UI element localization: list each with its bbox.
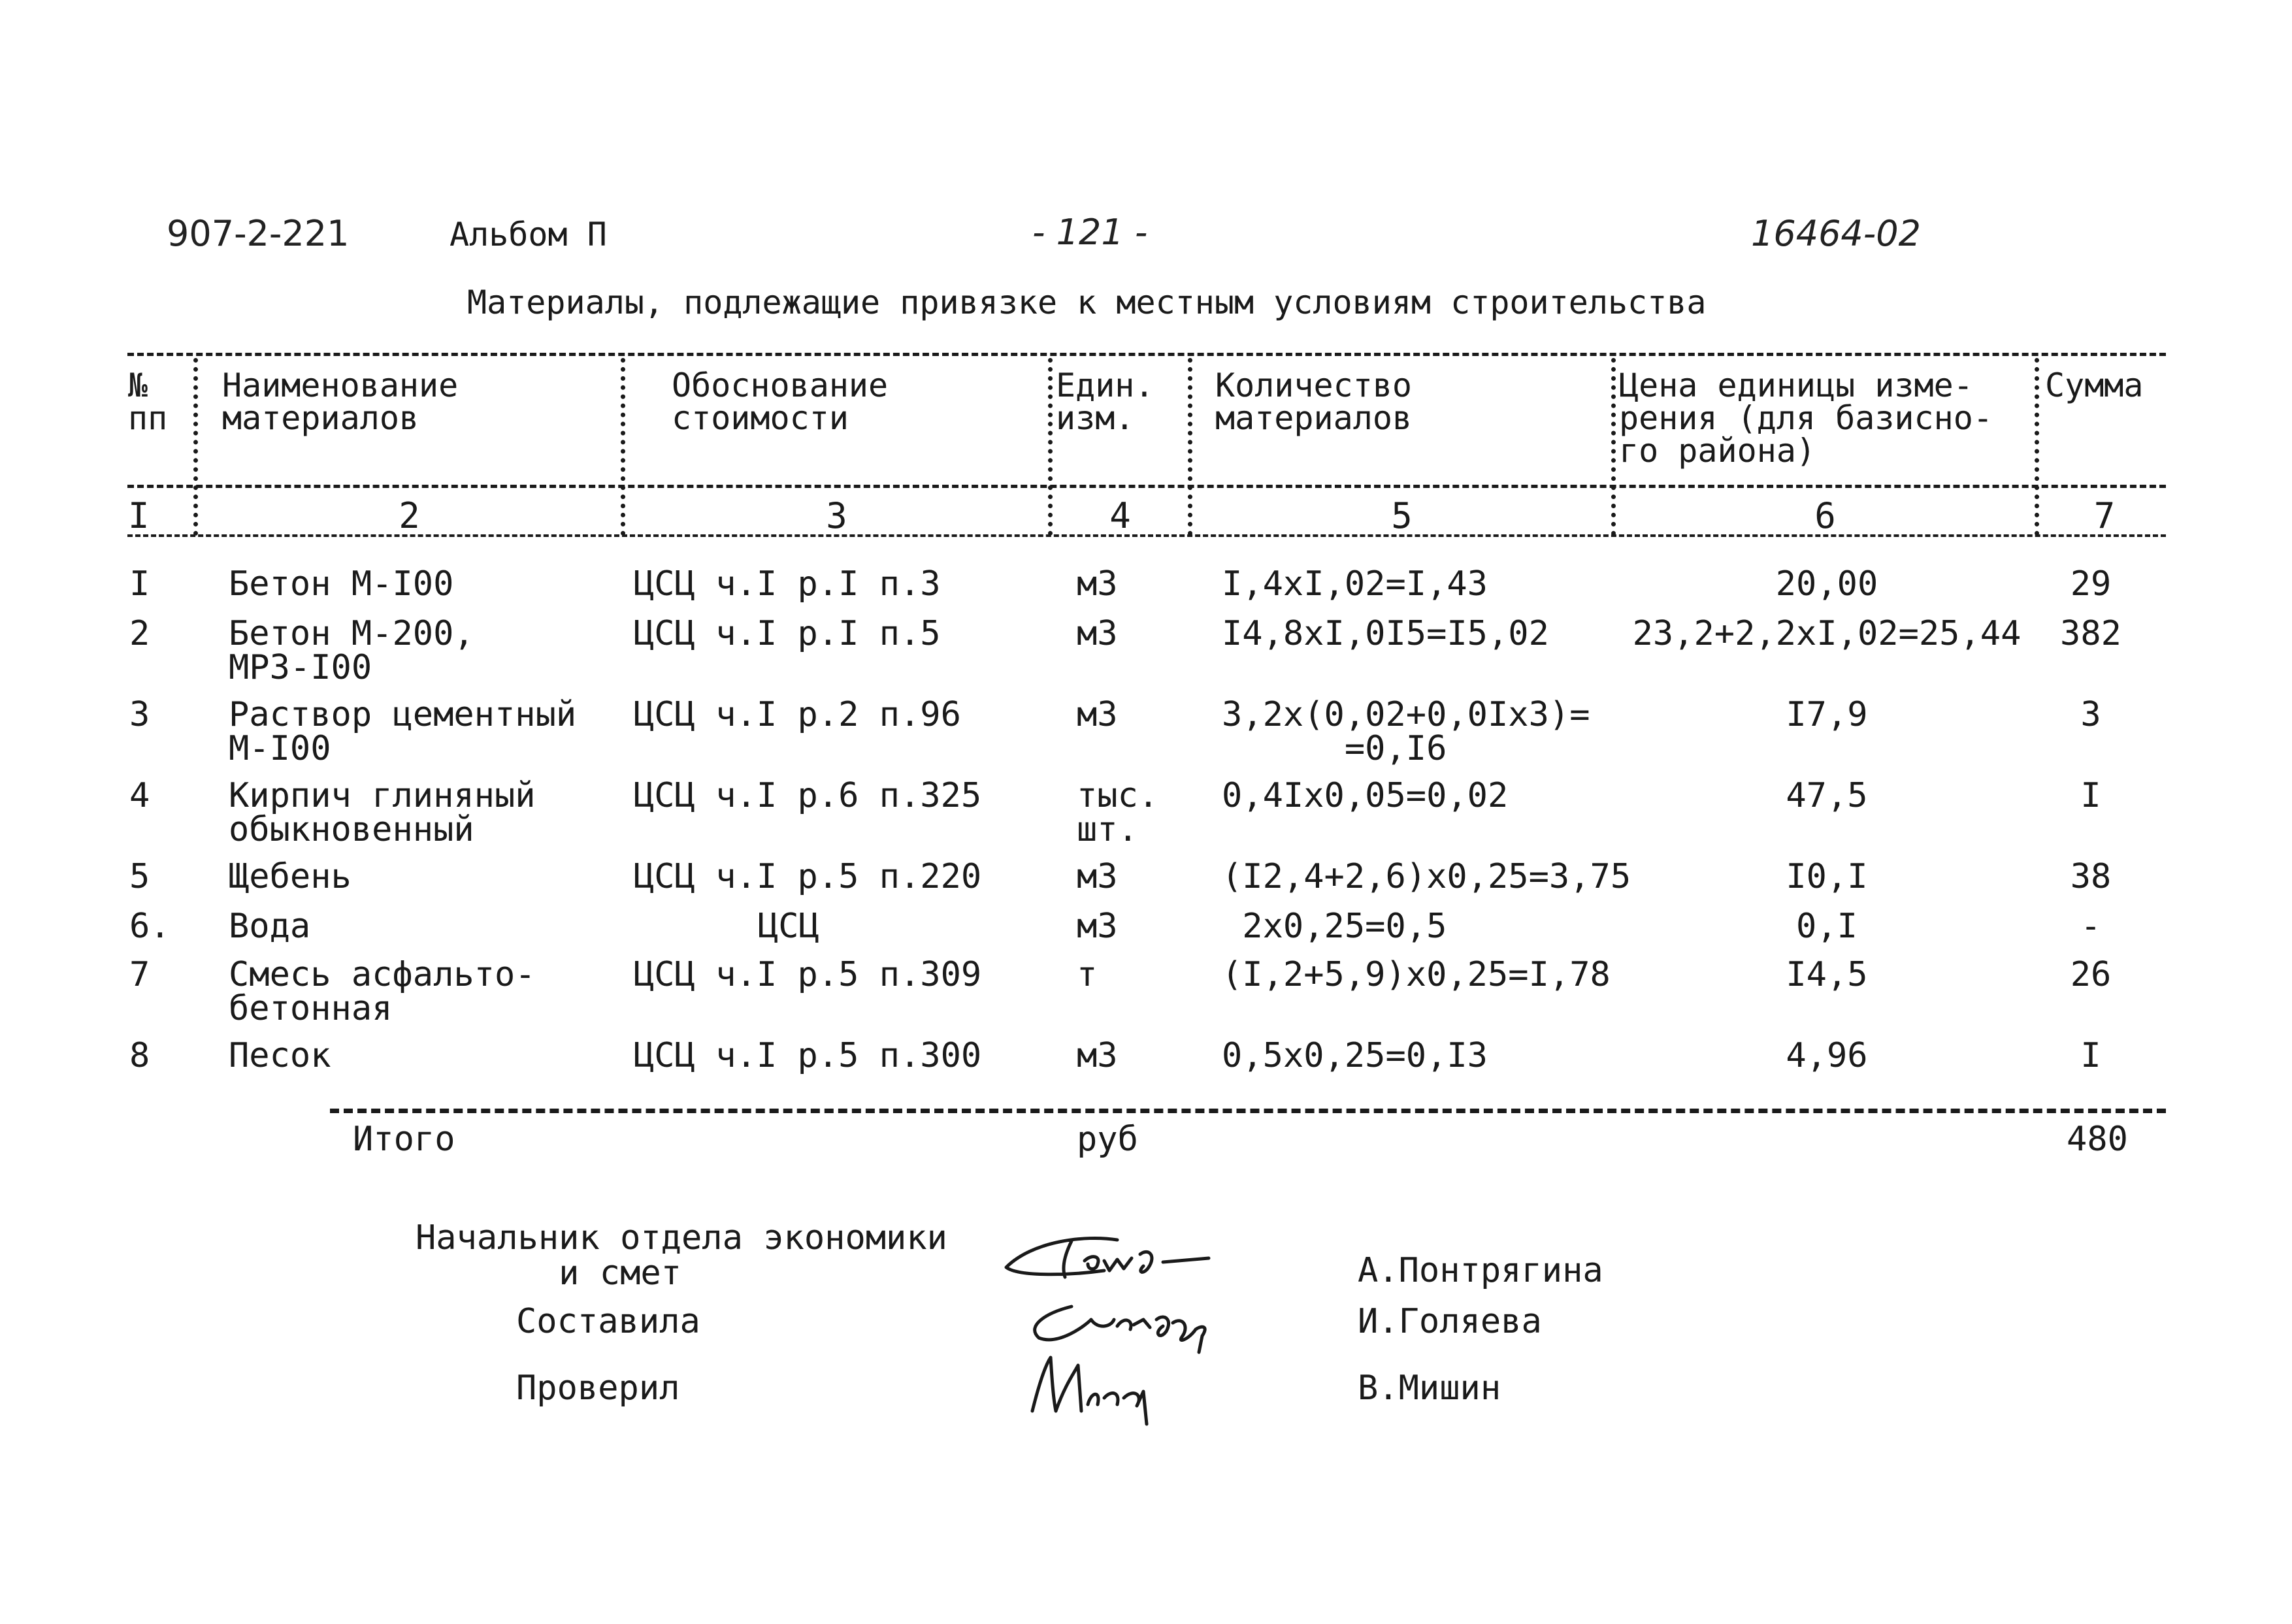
quantity: 0,5x0,25=0,I3 (1222, 1036, 1488, 1075)
document-code: 907-2-221 (167, 213, 350, 254)
quantity: I4,8xI,0I5=I5,02 (1222, 614, 1549, 653)
material-name: Песок (229, 1036, 331, 1075)
column-divider (2035, 358, 2039, 536)
unit-price: 23,2+2,2xI,02=25,44 (1632, 614, 2022, 653)
header-rule (127, 485, 2166, 488)
unit: м3 (1077, 564, 1118, 604)
material-name: Щебень (229, 857, 352, 896)
column-divider (1048, 358, 1053, 536)
quantity: (I,2+5,9)x0,25=I,78 (1222, 955, 1611, 994)
cost-basis: ЦСЦ ч.I р.5 п.309 (634, 955, 982, 994)
column-header-number: № пп (128, 366, 168, 437)
cost-basis: ЦСЦ ч.I р.5 п.220 (634, 857, 982, 896)
sum: 26 (2070, 955, 2112, 994)
cost-basis: ЦСЦ ч.I р.6 п.325 (634, 776, 982, 815)
inventory-number: 16464-02 (1751, 213, 1921, 254)
album-label: Альбом П (450, 216, 607, 253)
total-sum: 480 (2067, 1120, 2128, 1159)
unit: м3 (1077, 614, 1118, 653)
signatory-name: И.Голяева (1358, 1302, 1542, 1341)
sum: I (2080, 1036, 2101, 1075)
cost-basis: ЦСЦ ч.I р.2 п.96 (634, 695, 961, 734)
sum: 38 (2070, 857, 2112, 896)
signatory-name: В.Мишин (1358, 1369, 1501, 1408)
column-header-name: Наименование материалов (222, 366, 459, 437)
unit: тыс. шт. (1077, 776, 1159, 849)
quantity: I,4xI,02=I,43 (1222, 564, 1488, 604)
unit-price: 0,I (1796, 907, 1858, 946)
column-divider (1611, 358, 1616, 536)
row-number: 5 (129, 857, 150, 896)
signature-pontryagina (1006, 1238, 1209, 1277)
cost-basis: ЦСЦ ч.I р.5 п.300 (634, 1036, 982, 1075)
total-unit: руб (1077, 1120, 1138, 1159)
sum: I (2080, 776, 2101, 815)
quantity: 3,2x(0,02+0,0Ix3)= =0,I6 (1222, 695, 1590, 768)
signatory-role: Составила (516, 1302, 700, 1341)
signature-mishin (1032, 1357, 1147, 1424)
sum: 29 (2070, 564, 2112, 604)
column-number: I (128, 495, 150, 536)
signature-golyaeva (1035, 1307, 1205, 1352)
row-number: 7 (129, 955, 150, 994)
page-number: - 121 - (1032, 212, 1148, 253)
column-number: 5 (1391, 495, 1413, 536)
material-name: Смесь асфальто- бетонная (229, 955, 536, 1028)
table-top-rule (127, 353, 2166, 356)
material-name: Раствор цементный М-I00 (229, 695, 577, 768)
material-name: Кирпич глиняный обыкновенный (229, 776, 536, 849)
column-number: 3 (826, 495, 847, 536)
unit: м3 (1077, 695, 1118, 734)
unit: т (1077, 955, 1098, 994)
cost-basis: ЦСЦ ч.I р.I п.5 (634, 614, 941, 653)
unit: м3 (1077, 857, 1118, 896)
sum: 3 (2080, 695, 2101, 734)
unit: м3 (1077, 1036, 1118, 1075)
column-header-unit: Един. изм. (1056, 366, 1154, 437)
row-number: 3 (129, 695, 150, 734)
column-number: 2 (399, 495, 420, 536)
row-number: 4 (129, 776, 150, 815)
signatory-role: Проверил (516, 1369, 680, 1408)
total-label: Итого (353, 1120, 455, 1159)
quantity: 2x0,25=0,5 (1222, 907, 1447, 946)
material-name: Бетон М-I00 (229, 564, 454, 604)
unit-price: 47,5 (1786, 776, 1868, 815)
signatory-name: А.Понтрягина (1358, 1251, 1603, 1290)
material-name: Вода (229, 907, 311, 946)
row-number: 8 (129, 1036, 150, 1075)
material-name: Бетон М-200, МРЗ-I00 (229, 614, 474, 687)
table-title: Материалы, подлежащие привязке к местным условиям строительства (467, 284, 1707, 321)
signatory-role: Начальник отдела экономики и смет (416, 1218, 947, 1293)
row-number: 6. (129, 907, 171, 946)
quantity: 0,4Ix0,05=0,02 (1222, 776, 1509, 815)
row-number: 2 (129, 614, 150, 653)
quantity: (I2,4+2,6)x0,25=3,75 (1222, 857, 1631, 896)
column-header-sum: Сумма (2045, 366, 2144, 404)
unit-price: I4,5 (1786, 955, 1868, 994)
unit: м3 (1077, 907, 1118, 946)
unit-price: I7,9 (1786, 695, 1868, 734)
total-rule (330, 1109, 2166, 1113)
column-divider (193, 358, 198, 536)
handwritten-signatures (993, 1215, 1333, 1437)
unit-price: 4,96 (1786, 1036, 1868, 1075)
column-divider (621, 358, 625, 536)
column-header-quantity: Количество материалов (1215, 366, 1413, 437)
column-number: 4 (1109, 495, 1131, 536)
column-divider (1188, 358, 1192, 536)
sum: 382 (2060, 614, 2121, 653)
column-header-price: Цена единицы изме- рения (для базисно- го района) (1619, 366, 1993, 470)
unit-price: I0,I (1786, 857, 1868, 896)
column-number: 7 (2093, 495, 2116, 536)
cost-basis: ЦСЦ (758, 907, 819, 946)
column-number: 6 (1814, 495, 1836, 536)
column-header-basis: Обоснование стоимости (672, 366, 889, 437)
cost-basis: ЦСЦ ч.I р.I п.3 (634, 564, 941, 604)
unit-price: 20,00 (1775, 564, 1878, 604)
row-number: I (129, 564, 150, 604)
sum: - (2080, 907, 2101, 946)
